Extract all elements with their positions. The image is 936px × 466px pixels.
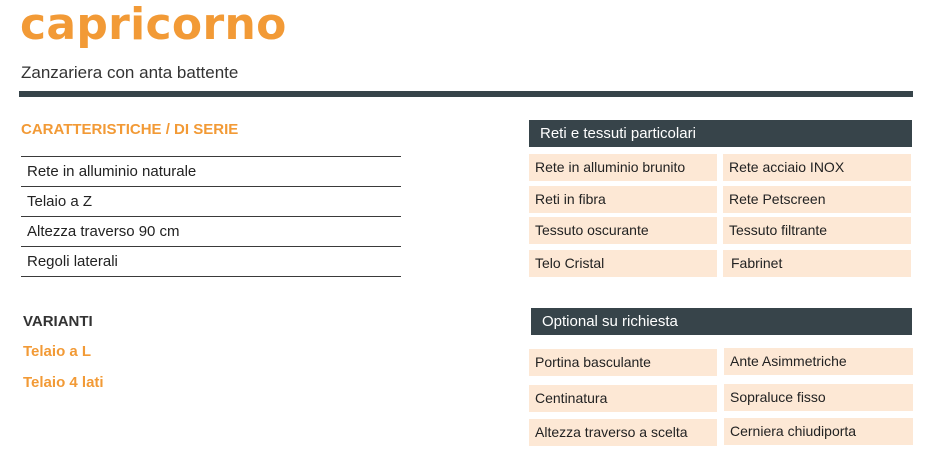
feature-item: Rete in alluminio naturale (21, 156, 401, 186)
optional-panel-header: Optional su richiesta (531, 308, 912, 335)
feature-item: Regoli laterali (21, 246, 401, 277)
nets-option: Tessuto filtrante (723, 217, 911, 244)
feature-item: Altezza traverso 90 cm (21, 216, 401, 246)
nets-option: Telo Cristal (529, 250, 717, 277)
nets-panel-header: Reti e tessuti particolari (529, 120, 912, 147)
features-heading: CARATTERISTICHE / DI SERIE (21, 121, 239, 138)
nets-option: Rete acciaio INOX (723, 154, 911, 181)
variant-item: Telaio a L (23, 343, 92, 360)
product-title: capricorno (20, 0, 287, 50)
features-list (21, 156, 401, 277)
feature-item: Telaio a Z (21, 186, 401, 216)
nets-option: Reti in fibra (529, 186, 717, 213)
product-subtitle: Zanzariera con anta battente (21, 63, 239, 82)
optional-option: Altezza traverso a scelta (529, 419, 717, 446)
variant-item: Telaio 4 lati (23, 374, 104, 391)
nets-option: Fabrinet (723, 250, 911, 277)
optional-option: Portina basculante (529, 349, 717, 376)
optional-option: Cerniera chiudiporta (724, 418, 913, 445)
optional-option: Ante Asimmetriche (724, 348, 913, 375)
optional-option: Centinatura (529, 385, 717, 412)
nets-option: Rete in alluminio brunito (529, 154, 717, 181)
variants-heading: VARIANTI (23, 313, 93, 330)
optional-option: Sopraluce fisso (724, 384, 913, 411)
nets-option: Rete Petscreen (723, 186, 911, 213)
header-divider (19, 91, 913, 97)
nets-option: Tessuto oscurante (529, 217, 717, 244)
